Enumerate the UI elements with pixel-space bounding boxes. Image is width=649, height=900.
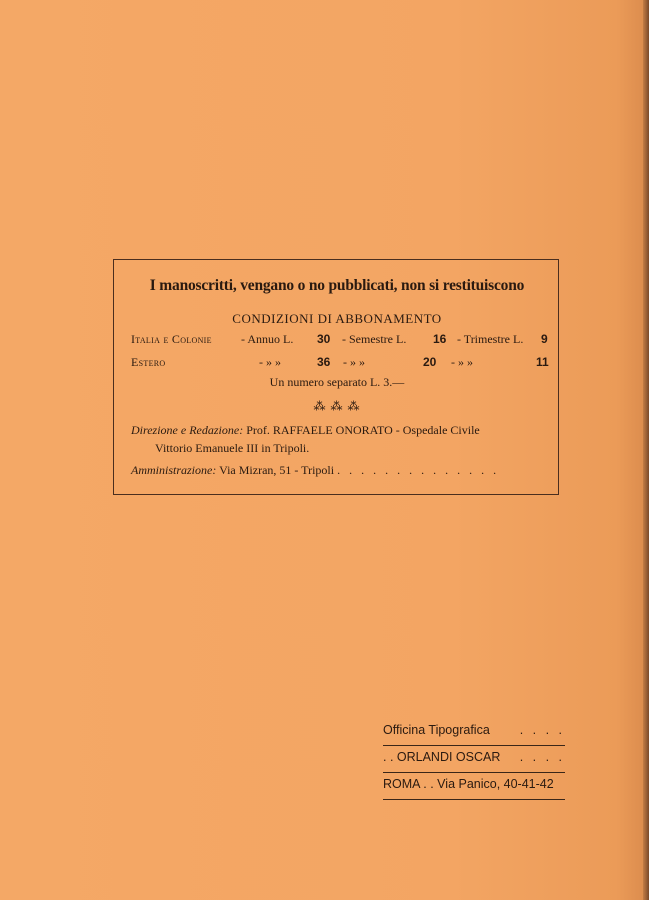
direzione-line bbox=[131, 423, 480, 438]
estero-label: Estero bbox=[131, 355, 166, 369]
estero-trimestre-label: - » » bbox=[451, 355, 473, 369]
page-edge bbox=[643, 0, 649, 900]
printer-line-3 bbox=[383, 773, 565, 800]
amministrazione-label: Amministrazione: bbox=[131, 463, 217, 477]
direzione-text: Prof. RAFFAELE ONORATO - Ospedale Civile bbox=[246, 423, 480, 437]
amministrazione-dots: . . . . . . . . . . . . . . bbox=[337, 463, 500, 477]
italia-label: Italia e Colonie bbox=[131, 332, 212, 346]
notice-box bbox=[113, 259, 559, 495]
printer-imprint bbox=[383, 719, 565, 800]
estero-semestre-label: - » » bbox=[343, 355, 365, 369]
italia-trimestre-value: 9 bbox=[541, 332, 548, 346]
estero-annuo-label: - » » bbox=[259, 355, 281, 369]
amministrazione-line bbox=[131, 463, 499, 478]
italia-annuo-label: - Annuo L. bbox=[241, 332, 294, 346]
printer-line-2-text: . . ORLANDI OSCAR bbox=[383, 750, 501, 764]
printer-line-3-text: ROMA . . Via Panico, 40-41-42 bbox=[383, 777, 554, 791]
italia-trimestre-label: - Trimestre L. bbox=[457, 332, 524, 346]
italia-annuo-value: 30 bbox=[317, 332, 331, 346]
direzione-line-2: Vittorio Emanuele III in Tripoli. bbox=[155, 441, 310, 455]
asterism-divider: ⁂ ⁂ ⁂ bbox=[313, 399, 361, 413]
single-issue-price: Un numero separato L. 3.— bbox=[269, 375, 405, 389]
direzione-label: Direzione e Redazione: bbox=[131, 423, 244, 437]
manuscripts-notice: I manoscritti, vengano o no pubblicati, non si restituiscono bbox=[149, 277, 525, 294]
printer-line-1 bbox=[383, 719, 565, 746]
printer-line-1-dots: . . . . bbox=[519, 723, 565, 737]
estero-semestre-value: 20 bbox=[423, 355, 437, 369]
estero-trimestre-value: 11 bbox=[536, 355, 549, 369]
printer-line-2-dots: . . . . bbox=[519, 750, 565, 764]
amministrazione-text: Via Mizran, 51 - Tripoli bbox=[219, 463, 335, 477]
estero-annuo-value: 36 bbox=[317, 355, 331, 369]
conditions-title: CONDIZIONI DI ABBONAMENTO bbox=[232, 311, 442, 326]
printer-line-1-text: Officina Tipografica bbox=[383, 723, 490, 737]
italia-semestre-value: 16 bbox=[433, 332, 447, 346]
printer-line-2 bbox=[383, 746, 565, 773]
italia-semestre-label: - Semestre L. bbox=[342, 332, 407, 346]
